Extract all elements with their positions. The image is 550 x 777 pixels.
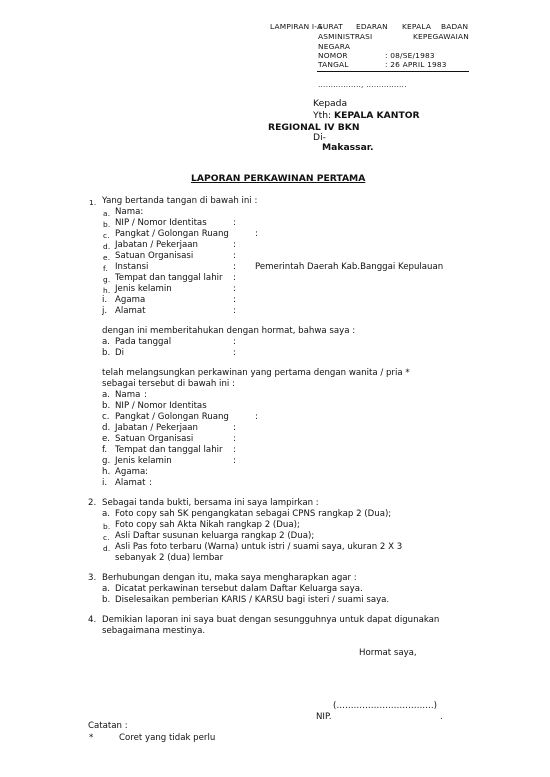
nip-label: NIP.	[316, 712, 332, 722]
field-label: Alamat	[115, 306, 146, 316]
field-colon: :	[233, 456, 236, 466]
married-text: telah melangsungkan perkawinan yang pertama dengan wanita / pria *	[102, 368, 410, 378]
circular-word: ASMINISTRASI	[318, 32, 373, 41]
circular-word: BADAN	[441, 22, 469, 31]
item-letter: f.	[103, 264, 108, 273]
item-letter: a.	[103, 209, 111, 218]
attachment-label: LAMPIRAN I-A	[270, 22, 323, 31]
tanggal-value: : 26 APRIL 1983	[385, 60, 447, 69]
header-rule	[317, 71, 469, 72]
closing-statement: Demikian laporan ini saya buat dengan sesungguhnya untuk dapat digunakan	[102, 615, 440, 625]
item-letter: a.	[102, 509, 110, 519]
field-label: Pangkat / Golongan Ruang	[115, 229, 229, 239]
item-letter: d.	[102, 423, 111, 433]
item-letter: b.	[102, 348, 111, 358]
circular-word: EDARAN	[356, 22, 388, 31]
field-colon: :	[233, 445, 236, 455]
item-letter: f.	[102, 445, 108, 455]
field-label: Jabatan / Pekerjaan	[115, 240, 198, 250]
section-number: 1.	[89, 198, 97, 207]
section-number: 4.	[88, 615, 97, 625]
section-intro: Yang bertanda tangan di bawah ini :	[102, 196, 258, 206]
field-colon: :	[233, 273, 236, 283]
item-letter: h.	[103, 286, 111, 295]
married-text: sebagai tersebut di bawah ini :	[102, 379, 235, 389]
item-letter: i.	[102, 295, 108, 305]
notes-title: Catatan :	[88, 721, 128, 731]
item-letter: h.	[102, 467, 111, 477]
field-label: NIP / Nomor Identitas	[115, 218, 207, 228]
item-letter: j.	[102, 306, 108, 316]
field-label: Nama:	[115, 207, 144, 217]
asterisk-mark: *	[89, 733, 94, 743]
notes-text: Coret yang tidak perlu	[119, 733, 216, 743]
item-letter: a.	[102, 390, 110, 400]
signer-name-placeholder: (…………………………….)	[333, 701, 437, 711]
item-letter: c.	[103, 533, 110, 542]
item-letter: b.	[103, 522, 111, 531]
office-name: KEPALA KANTOR	[334, 110, 420, 121]
field-label: Nama	[115, 390, 141, 400]
section-intro: Sebagai tanda bukti, bersama ini saya lampirkan :	[102, 498, 319, 508]
field-colon: :	[233, 434, 236, 444]
item-letter: g.	[103, 275, 111, 284]
item-letter: d.	[103, 242, 111, 251]
field-colon: :	[233, 348, 236, 358]
field-colon: :	[149, 478, 152, 488]
field-value-instansi: Pemerintah Daerah Kab.Banggai Kepulauan	[255, 262, 444, 272]
item-letter: c.	[102, 412, 110, 422]
item-letter: g.	[102, 456, 111, 466]
field-label: Satuan Organisasi	[115, 434, 194, 444]
field-colon: :	[233, 337, 236, 347]
field-label: Jabatan / Pekerjaan	[115, 423, 198, 433]
attachment-item-continued: sebanyak 2 (dua) lembar	[115, 553, 224, 563]
field-colon: :	[233, 218, 236, 228]
section-number: 3.	[88, 573, 97, 583]
document-title: LAPORAN PERKAWINAN PERTAMA	[191, 173, 366, 184]
item-letter: b.	[102, 401, 111, 411]
field-colon: :	[233, 262, 236, 272]
field-label: Tempat dan tanggal lahir	[115, 445, 223, 455]
section-intro: Berhubungan dengan itu, maka saya mengharapkan agar :	[102, 573, 357, 583]
field-label: Satuan Organisasi	[115, 251, 194, 261]
kepada-label: Kepada	[313, 98, 348, 109]
section-number: 2.	[88, 498, 97, 508]
field-colon: :	[145, 467, 148, 477]
notify-text: dengan ini memberitahukan dengan hormat, bahwa saya :	[102, 326, 356, 336]
field-label: Pada tanggal	[115, 337, 172, 347]
circular-word: SURAT	[318, 22, 343, 31]
request-item: Dicatat perkawinan tersebut dalam Daftar Keluarga saya.	[115, 584, 363, 594]
circular-word: NEGARA	[318, 42, 351, 51]
tanggal-label: TANGAL	[318, 60, 349, 69]
field-colon: :	[233, 284, 236, 294]
item-letter: b.	[102, 595, 111, 605]
nomor-value: : 08/SE/1983	[385, 51, 435, 60]
item-letter: i.	[102, 478, 108, 488]
field-colon: :	[233, 423, 236, 433]
yth-label: Yth:	[313, 110, 332, 121]
field-label: Instansi	[115, 262, 149, 272]
field-colon: :	[255, 229, 258, 239]
field-colon: :	[233, 306, 236, 316]
field-colon: :	[144, 390, 147, 400]
field-label: Jenis kelamin	[115, 284, 172, 294]
closing-statement: sebagaimana mestinya.	[102, 626, 206, 636]
item-letter: b.	[103, 220, 111, 229]
field-label: Di	[115, 348, 125, 358]
field-label: Pangkat / Golongan Ruang	[115, 412, 229, 422]
field-colon: :	[233, 251, 236, 261]
nomor-label: NOMOR	[318, 51, 348, 60]
di-label: Di-	[313, 132, 326, 143]
item-letter: d.	[103, 544, 111, 553]
field-label: Tempat dan tanggal lahir	[115, 273, 223, 283]
field-label: Alamat	[115, 478, 146, 488]
place-date: …………….., …………….	[318, 80, 407, 89]
nip-end: .	[440, 712, 443, 722]
city-name: Makassar.	[322, 142, 374, 153]
item-letter: a.	[102, 337, 110, 347]
circular-word: KEPEGAWAIAN	[413, 32, 469, 41]
attachment-item: Asli Daftar susunan keluarga rangkap 2 (Dua);	[115, 531, 315, 541]
field-label: Agama	[115, 467, 146, 477]
item-letter: a.	[102, 584, 110, 594]
field-colon: :	[233, 295, 236, 305]
field-label: Jenis kelamin	[115, 456, 172, 466]
field-colon: :	[233, 240, 236, 250]
field-label: Agama	[115, 295, 146, 305]
attachment-item: Asli Pas foto terbaru (Warna) untuk istri / suami saya, ukuran 2 X 3	[115, 542, 403, 552]
circular-word: KEPALA	[402, 22, 432, 31]
item-letter: e.	[102, 434, 111, 444]
item-letter: c.	[103, 231, 110, 240]
field-colon: :	[255, 412, 258, 422]
attachment-item: Foto copy sah SK pengangkatan sebagai CPNS rangkap 2 (Dua);	[115, 509, 392, 519]
attachment-item: Foto copy sah Akta Nikah rangkap 2 (Dua);	[115, 520, 300, 530]
item-letter: e.	[103, 253, 111, 262]
closing-greeting: Hormat saya,	[359, 648, 417, 658]
field-label: NIP / Nomor Identitas	[115, 401, 207, 411]
request-item: Diselesaikan pemberian KARIS / KARSU bagi isteri / suami saya.	[115, 595, 390, 605]
office-region: REGIONAL IV BKN	[268, 122, 360, 133]
